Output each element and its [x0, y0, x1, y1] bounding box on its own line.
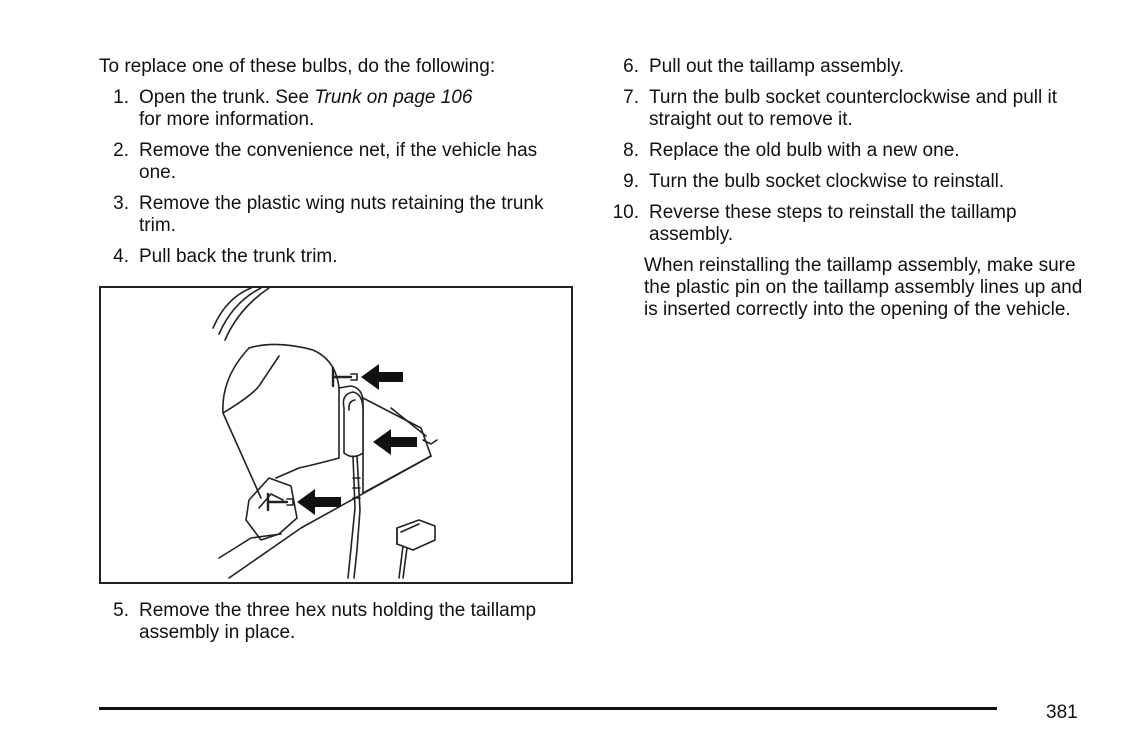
step-text: Reverse these steps to reinstall the taillamp assembly.	[649, 202, 1017, 245]
step-text: Pull out the taillamp assembly.	[649, 56, 905, 77]
left-column-lower	[99, 600, 579, 653]
footer-rule	[99, 707, 997, 710]
steps-list-left	[99, 87, 579, 268]
step-text: Turn the bulb socket clockwise to reinstall.	[649, 171, 1005, 192]
step-number: 4.	[113, 246, 129, 267]
step-6	[609, 56, 1089, 78]
step-text: Remove the three hex nuts holding the taillamp assembly in place.	[139, 600, 537, 643]
steps-list-left-lower	[99, 600, 579, 644]
step-text: Turn the bulb socket counterclockwise and pull it straight out to remove it.	[649, 87, 1058, 130]
trunk-reference-link[interactable]: Trunk on page 106	[314, 87, 473, 108]
taillamp-illustration	[99, 286, 573, 584]
reinstall-note: When reinstalling the taillamp assembly, make sure the plastic pin on the taillamp assembly lines up and is inserted correctly into the opening of the vehicle.	[644, 255, 1083, 320]
step-number: 2.	[113, 140, 129, 161]
step-number: 6.	[623, 56, 639, 77]
step-9	[609, 171, 1089, 193]
step-text: Pull back the trunk trim.	[139, 246, 338, 267]
step-number: 1.	[113, 87, 129, 108]
arrow-middle	[373, 429, 417, 455]
step-5	[99, 600, 579, 644]
step-number: 9.	[623, 171, 639, 192]
step-4	[99, 246, 579, 268]
step-10	[609, 202, 1089, 246]
page-number: 381	[1046, 702, 1078, 723]
step-number: 8.	[623, 140, 639, 161]
arrow-lower	[297, 489, 341, 515]
step-2	[99, 140, 579, 184]
step-number: 7.	[623, 87, 639, 108]
step-1	[99, 87, 579, 131]
step-text: Remove the plastic wing nuts retaining the trunk trim.	[139, 193, 544, 236]
left-column	[99, 56, 579, 277]
right-column	[609, 56, 1089, 321]
intro-text: To replace one of these bulbs, do the following:	[99, 56, 496, 77]
step-number: 3.	[113, 193, 129, 214]
step-text-continued: for more information.	[139, 109, 315, 130]
arrow-upper	[361, 364, 403, 390]
step-8	[609, 140, 1089, 162]
step-3	[99, 193, 579, 237]
step-text: Replace the old bulb with a new one.	[649, 140, 960, 161]
step-number: 5.	[113, 600, 129, 621]
step-text: Open the trunk. See	[139, 87, 315, 108]
step-7	[609, 87, 1089, 131]
steps-list-right	[609, 56, 1089, 246]
taillamp-drawing	[101, 288, 571, 582]
step-number: 10.	[612, 202, 639, 223]
step-text: Remove the convenience net, if the vehicle has one.	[139, 140, 538, 183]
